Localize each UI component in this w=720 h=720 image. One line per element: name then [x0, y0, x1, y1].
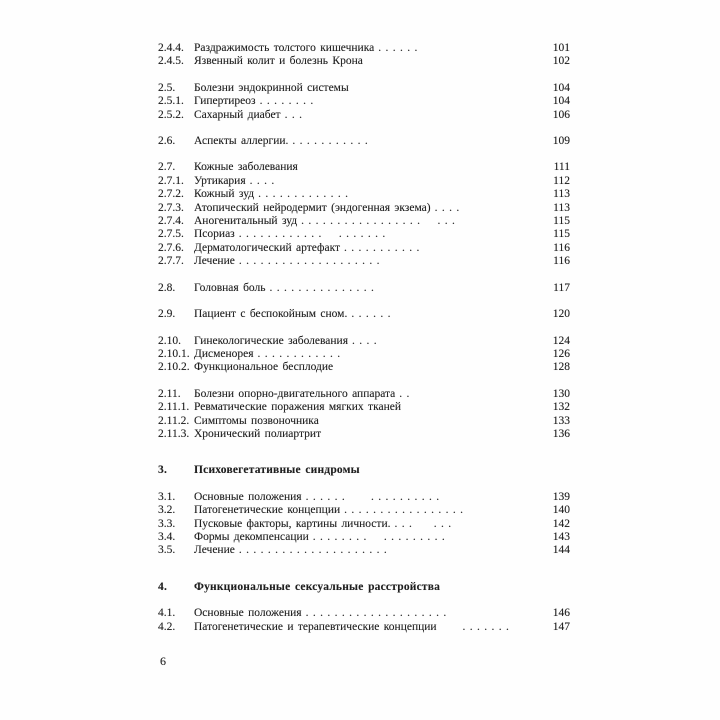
toc-entry-text: [194, 361, 536, 374]
toc-entry-page: 115: [553, 228, 570, 241]
toc-entry-title: Ревматические поражения мягких тканей: [194, 401, 402, 414]
toc-entry-text: [194, 242, 536, 255]
toc-dot-leader: . . . . . . . . . . . . . . .: [269, 281, 374, 294]
toc-entry-number: 2.11.2.: [158, 414, 190, 427]
toc-entry-page: 126: [552, 347, 570, 360]
toc-entry-page: 116: [553, 255, 570, 268]
toc-entry-title: Раздражимость толстого кишечника: [194, 42, 375, 54]
toc-dot-leader: . . . . . .: [394, 517, 452, 530]
toc-entry: [158, 428, 570, 441]
toc-entry-text: [194, 518, 536, 531]
toc-dot-leader: . . . . . . . . . . . .: [257, 347, 341, 360]
toc-dot-leader: . . . . . . . . . . .: [344, 241, 420, 254]
toc-entry: [158, 308, 570, 321]
toc-dot-leader: . . . . . . . . . . . . . . . . . . . . .: [238, 544, 387, 557]
toc-entry: [158, 348, 570, 361]
toc-entry-text: [194, 428, 536, 441]
toc-entry: [158, 581, 570, 594]
toc-entry-number: 2.6.: [158, 135, 176, 148]
toc-entry-title: Функциональное бесплодие: [194, 361, 334, 374]
toc-entry-title: Дисменорея: [194, 347, 254, 360]
toc-entry: [158, 188, 570, 201]
toc-entry-text: [194, 531, 536, 544]
toc-entry-text: [194, 109, 536, 122]
toc-entry-number: 3.5.: [158, 544, 176, 557]
toc-entry-title: Патогенетические и терапевтические концепции: [194, 620, 437, 633]
toc-entry-text: [194, 42, 536, 55]
toc-group: [158, 42, 570, 69]
toc-entry: [158, 215, 570, 228]
toc-entry: [158, 531, 570, 544]
toc-entry-title: Пусковые факторы, картины личности.: [194, 517, 391, 530]
toc-entry-text: [194, 161, 536, 174]
toc-entry-number: 4.: [158, 580, 168, 593]
toc-entry: [158, 621, 570, 634]
toc-entry-page: 136: [552, 427, 570, 440]
toc-entry-text: [194, 55, 536, 68]
toc-entry-title: Болезни эндокринной системы: [194, 81, 349, 94]
toc-entry-page: 128: [552, 361, 570, 374]
toc-entry-page: 130: [552, 387, 570, 400]
toc-group: [158, 464, 570, 477]
toc-entry: [158, 55, 570, 68]
toc-entry-text: [194, 255, 536, 268]
toc-entry: [158, 335, 570, 348]
toc-entry-text: [194, 308, 536, 321]
toc-entry: [158, 361, 570, 374]
toc-entry-text: [194, 401, 536, 414]
toc-entry: [158, 491, 570, 504]
toc-dot-leader: . . . . . . . . . . . . . . . . . . .: [238, 228, 386, 241]
toc-entry-title: Гинекологические заболевания: [194, 334, 349, 347]
toc-entry-title: Основные положения: [194, 490, 302, 503]
toc-entry-title: Дерматологический артефакт: [194, 241, 341, 254]
toc-group: [158, 607, 570, 634]
toc-dot-leader: . . . .: [249, 174, 275, 187]
toc-entry-text: [194, 175, 536, 188]
toc-entry-page: 106: [552, 108, 570, 121]
toc-entry-number: 4.2.: [158, 620, 176, 633]
toc-entry-title: Гипертиреоз: [194, 95, 256, 108]
toc-group: [158, 135, 570, 148]
toc-entry-title: Псориаз: [194, 228, 235, 241]
toc-entry-page: 140: [552, 504, 570, 517]
toc-entry-title: Сахарный диабет: [194, 108, 281, 121]
toc-entry: [158, 202, 570, 215]
toc-entry-number: 2.11.3.: [158, 427, 190, 440]
table-of-contents: [158, 42, 570, 634]
toc-entry-title: Функциональные сексуальные расстройства: [194, 580, 441, 593]
toc-entry-title: Патогенетические концепции: [194, 504, 341, 517]
toc-entry-title: Пациент с беспокойным сном.: [194, 308, 348, 321]
toc-dot-leader: . . . . . .: [351, 308, 391, 321]
toc-entry: [158, 228, 570, 241]
toc-dot-leader: . . . . . . .: [440, 620, 509, 633]
toc-entry: [158, 518, 570, 531]
toc-entry-text: [194, 504, 536, 517]
toc-entry: [158, 401, 570, 414]
toc-entry-page: 142: [552, 517, 570, 530]
toc-entry-page: 116: [553, 241, 570, 254]
toc-entry-number: 2.7.6.: [158, 241, 184, 254]
toc-entry-number: 2.7.7.: [158, 255, 184, 268]
toc-entry: [158, 388, 570, 401]
toc-entry-number: 3.1.: [158, 490, 176, 503]
toc-dot-leader: . . . . . .: [378, 42, 418, 54]
toc-entry: [158, 42, 570, 55]
toc-entry-page: 115: [553, 215, 570, 228]
toc-group: [158, 308, 570, 321]
toc-entry: [158, 135, 570, 148]
toc-entry-text: [194, 621, 536, 634]
toc-entry-title: Формы декомпенсации: [194, 530, 309, 543]
toc-entry-page: 120: [552, 308, 570, 321]
toc-entry-page: 113: [553, 201, 570, 214]
page-number: 6: [160, 654, 166, 668]
toc-entry-text: [194, 135, 536, 148]
toc-entry-title: Болезни опорно-двигательного аппарата: [194, 387, 396, 400]
toc-entry: [158, 82, 570, 95]
toc-group: [158, 335, 570, 375]
toc-entry-page: 104: [552, 95, 570, 108]
toc-dot-leader: . . . . . . . .: [259, 95, 314, 108]
toc-entry-number: 2.7.3.: [158, 201, 184, 214]
toc-entry-number: 4.1.: [158, 607, 176, 620]
toc-entry-text: [194, 188, 536, 201]
toc-entry-number: 2.11.: [158, 387, 181, 400]
toc-dot-leader: . . . . . . . . . . . . . . . . .: [344, 504, 464, 517]
toc-entry-number: 3.3.: [158, 517, 176, 530]
toc-entry-title: Аспекты аллергии.: [194, 135, 289, 148]
toc-entry-number: 2.7.2.: [158, 188, 184, 201]
toc-dot-leader: . . . . . . . . . . .: [292, 135, 368, 148]
toc-entry-text: [194, 544, 536, 557]
toc-entry-number: 2.5.1.: [158, 95, 184, 108]
toc-entry-text: [194, 282, 536, 295]
toc-entry-number: 3.2.: [158, 504, 176, 517]
toc-entry-text: [194, 228, 536, 241]
toc-entry-number: 2.5.2.: [158, 108, 184, 121]
toc-entry-page: 146: [552, 607, 570, 620]
toc-entry-number: 2.10.2.: [158, 361, 190, 374]
toc-entry-title: Симптомы позвоночника: [194, 414, 319, 427]
toc-entry-page: 133: [552, 414, 570, 427]
toc-entry-number: 3.4.: [158, 530, 176, 543]
toc-entry-title: Язвенный колит и болезнь Крона: [194, 55, 363, 68]
toc-entry-title: Хронический полиартрит: [194, 427, 322, 440]
toc-entry: [158, 282, 570, 295]
toc-entry-text: [194, 348, 536, 361]
toc-entry-page: 113: [553, 188, 570, 201]
toc-entry-page: 101: [552, 42, 570, 54]
toc-entry: [158, 109, 570, 122]
toc-entry-title: Лечение: [194, 255, 235, 268]
toc-entry-page: 117: [553, 281, 570, 294]
toc-entry-number: 2.11.1.: [158, 401, 190, 414]
toc-entry: [158, 607, 570, 620]
toc-entry-page: 144: [552, 544, 570, 557]
toc-group: [158, 491, 570, 558]
toc-dot-leader: . . . .: [352, 334, 377, 347]
toc-entry-title: Аногенитальный зуд: [194, 215, 298, 228]
toc-entry-number: 2.7.5.: [158, 228, 184, 241]
toc-entry: [158, 464, 570, 477]
toc-entry-title: Атопический нейродермит (эндогенная экзема): [194, 201, 431, 214]
toc-entry-page: 139: [552, 490, 570, 503]
toc-entry-number: 2.10.: [158, 334, 181, 347]
toc-dot-leader: . . . . . . . . . . . . . . . . .: [312, 530, 445, 543]
toc-entry-number: 2.7.1.: [158, 174, 184, 187]
toc-entry-text: [194, 202, 536, 215]
toc-entry-text: [194, 82, 536, 95]
toc-entry-text: [194, 415, 536, 428]
toc-entry-page: 132: [552, 401, 570, 414]
toc-dot-leader: . . . . . . . . . . . . . . . .: [305, 490, 440, 503]
toc-entry-title: Психовегетативные синдромы: [194, 464, 360, 477]
toc-dot-leader: . . . .: [434, 201, 460, 214]
toc-entry-title: Головная боль: [194, 281, 266, 294]
toc-entry-text: [194, 388, 536, 401]
toc-entry: [158, 544, 570, 557]
toc-entry-number: 2.8.: [158, 281, 176, 294]
toc-entry: [158, 415, 570, 428]
toc-entry-number: 2.7.4.: [158, 215, 184, 228]
toc-entry-text: [194, 491, 536, 504]
toc-dot-leader: . . .: [284, 108, 302, 121]
toc-entry: [158, 242, 570, 255]
toc-entry-title: Кожный зуд: [194, 188, 255, 201]
toc-entry: [158, 504, 570, 517]
toc-group: [158, 388, 570, 442]
toc-entry-text: [194, 607, 536, 620]
toc-entry-page: 102: [552, 55, 570, 68]
toc-entry-number: 2.4.4.: [158, 42, 184, 54]
toc-entry-page: 104: [552, 81, 570, 94]
toc-entry-title: Кожные заболевания: [194, 161, 298, 174]
toc-entry-number: 2.5.: [158, 81, 176, 94]
toc-entry-text: [194, 335, 536, 348]
toc-group: [158, 82, 570, 122]
toc-entry: [158, 255, 570, 268]
toc-entry-page: 112: [553, 174, 570, 187]
toc-dot-leader: . . . . . . . . . . . . . . . . . . . .: [238, 255, 380, 268]
toc-entry-number: 3.: [158, 464, 168, 477]
toc-entry-text: [194, 464, 536, 477]
toc-entry-page: 147: [552, 620, 570, 633]
toc-entry-number: 2.7.: [158, 161, 176, 174]
toc-entry-number: 2.4.5.: [158, 55, 184, 68]
toc-entry: [158, 95, 570, 108]
toc-entry-text: [194, 95, 536, 108]
toc-dot-leader: . .: [399, 387, 410, 400]
toc-group: [158, 282, 570, 295]
toc-entry-page: 143: [552, 530, 570, 543]
toc-entry: [158, 161, 570, 174]
toc-dot-leader: . . . . . . . . . . . . .: [258, 188, 348, 201]
toc-entry-page: 124: [552, 334, 570, 347]
toc-entry-title: Уртикария: [194, 174, 246, 187]
toc-entry-number: 2.9.: [158, 308, 176, 321]
toc-entry-number: 2.10.1.: [158, 347, 190, 360]
toc-entry-text: [194, 215, 536, 228]
toc-entry-page: 109: [552, 135, 570, 148]
toc-group: [158, 161, 570, 268]
toc-entry: [158, 175, 570, 188]
toc-dot-leader: . . . . . . . . . . . . . . . . . . . .: [301, 215, 455, 228]
toc-dot-leader: . . . . . . . . . . . . . . . . . . . .: [305, 607, 447, 620]
toc-entry-page: 111: [553, 161, 570, 174]
toc-group: [158, 581, 570, 594]
toc-entry-text: [194, 581, 536, 594]
toc-entry-title: Лечение: [194, 544, 235, 557]
toc-entry-title: Основные положения: [194, 607, 302, 620]
